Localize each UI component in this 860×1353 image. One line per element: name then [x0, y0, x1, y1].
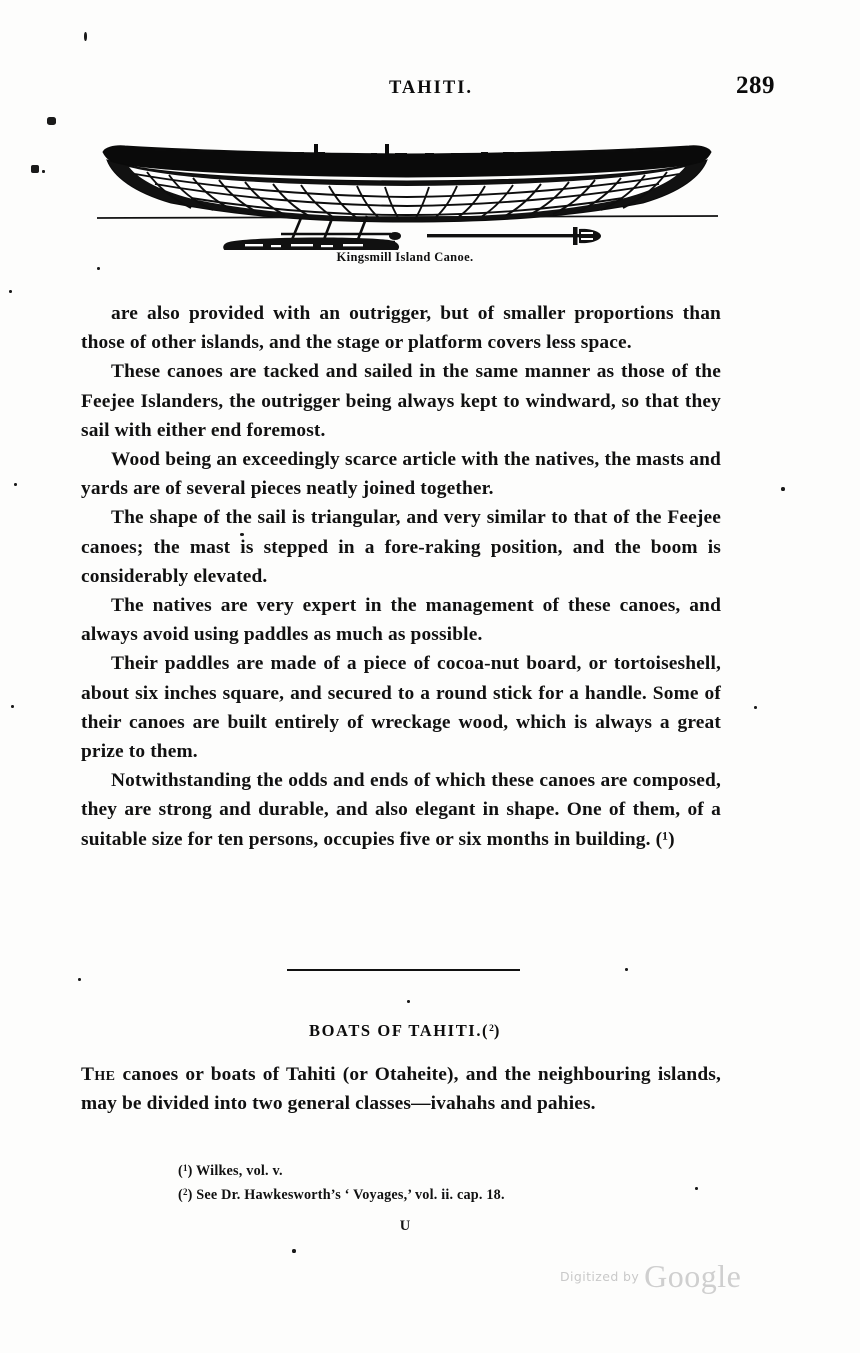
scan-speck [11, 705, 14, 708]
scan-speck [9, 290, 12, 293]
scan-speck [14, 483, 17, 486]
paragraph-7: Notwithstanding the odds and ends of which these canoes are composed, they are strong and durable, and also elegant in shape. One of them, of a suitable size for ten persons, occupies five or six months in building. (¹) [81, 770, 721, 850]
footnote-1: ($^1$) Wilkes, vol. v. [178, 1163, 283, 1179]
signature-mark: U [399, 1218, 411, 1234]
scan-speck [84, 32, 87, 41]
scan-speck [47, 117, 56, 125]
scan-speck [292, 1249, 296, 1253]
footnote-1-marker: 1 [182, 1163, 188, 1173]
scan-speck [31, 165, 39, 173]
paddle-glyph [427, 227, 601, 245]
page-number: 289 [736, 72, 775, 99]
watermark-prefix: Digitized by [560, 1269, 640, 1284]
section-intro [81, 1060, 721, 1118]
running-head-title: TAHITI. [388, 78, 474, 98]
scan-speck [97, 267, 100, 270]
intro-leadin: The [81, 1064, 116, 1085]
intro-paragraph [81, 1060, 721, 1118]
footnote-2: ($^2$) See Dr. Hawkesworth’s ‘ Voyages,’ vol. ii. cap. 18. [178, 1187, 505, 1203]
figure-caption: Kingsmill Island Canoe. [336, 250, 474, 264]
canoe-illustration [95, 130, 720, 250]
paragraph-2: These canoes are tacked and sailed in the same manner as those of the Feejee Islanders, the outrigger being always kept to windward, so that they sail with either end foremost. [81, 361, 721, 441]
scan-speck [240, 533, 244, 536]
paragraph-3: Wood being an exceedingly scarce article with the natives, the masts and yards are of several pieces neatly joined together. [81, 449, 721, 500]
footnote-1-text: ) Wilkes, vol. v. [187, 1163, 283, 1179]
section-heading-tail: ) [493, 1021, 502, 1040]
scan-speck [78, 978, 81, 981]
scan-speck [42, 170, 45, 173]
section-heading-text: BOATS OF TAHITI.( [308, 1021, 490, 1040]
section-heading-footnote-marker: 2 [489, 1024, 494, 1034]
scan-speck [695, 1187, 698, 1190]
intro-rest: canoes or boats of Tahiti (or Otaheite), and the neighbouring islands, may be divided into two general classes—ivahahs and pahies. [81, 1064, 721, 1115]
section-heading [0, 1021, 810, 1041]
waterline [97, 216, 718, 218]
scan-speck [754, 706, 757, 709]
paragraph-5: The natives are very expert in the management of these canoes, and always avoid using paddles as much as possible. [81, 595, 721, 646]
scan-speck [407, 1000, 410, 1003]
paragraph-4: The shape of the sail is triangular, and very similar to that of the Feejee canoes; the mast is stepped in a fore-raking position, and the boom is considerably elevated. [81, 507, 721, 587]
scan-speck [625, 968, 628, 971]
paragraph-6: Their paddles are made of a piece of cocoa-nut board, or tortoiseshell, about six inches square, and secured to a round stick for a handle. Some of their canoes are built entirely of wreckage wood, which is always a great prize to them. [81, 653, 721, 763]
running-head [0, 72, 860, 108]
footnote-block [178, 1158, 698, 1206]
body-text [81, 299, 721, 854]
digitized-by-google-watermark [560, 1258, 790, 1298]
scan-speck [781, 487, 785, 491]
watermark-brand: Google [644, 1258, 742, 1294]
footnote-2-marker: 2 [182, 1187, 188, 1197]
paragraph-1: are also provided with an outrigger, but of smaller proportions than those of other islands, and the stage or platform covers less space. [81, 303, 721, 354]
section-divider-rule [287, 969, 520, 971]
footnote-2-text: ) See Dr. Hawkesworth’s ‘ Voyages,’ vol. ii. cap. 18. [187, 1187, 505, 1203]
